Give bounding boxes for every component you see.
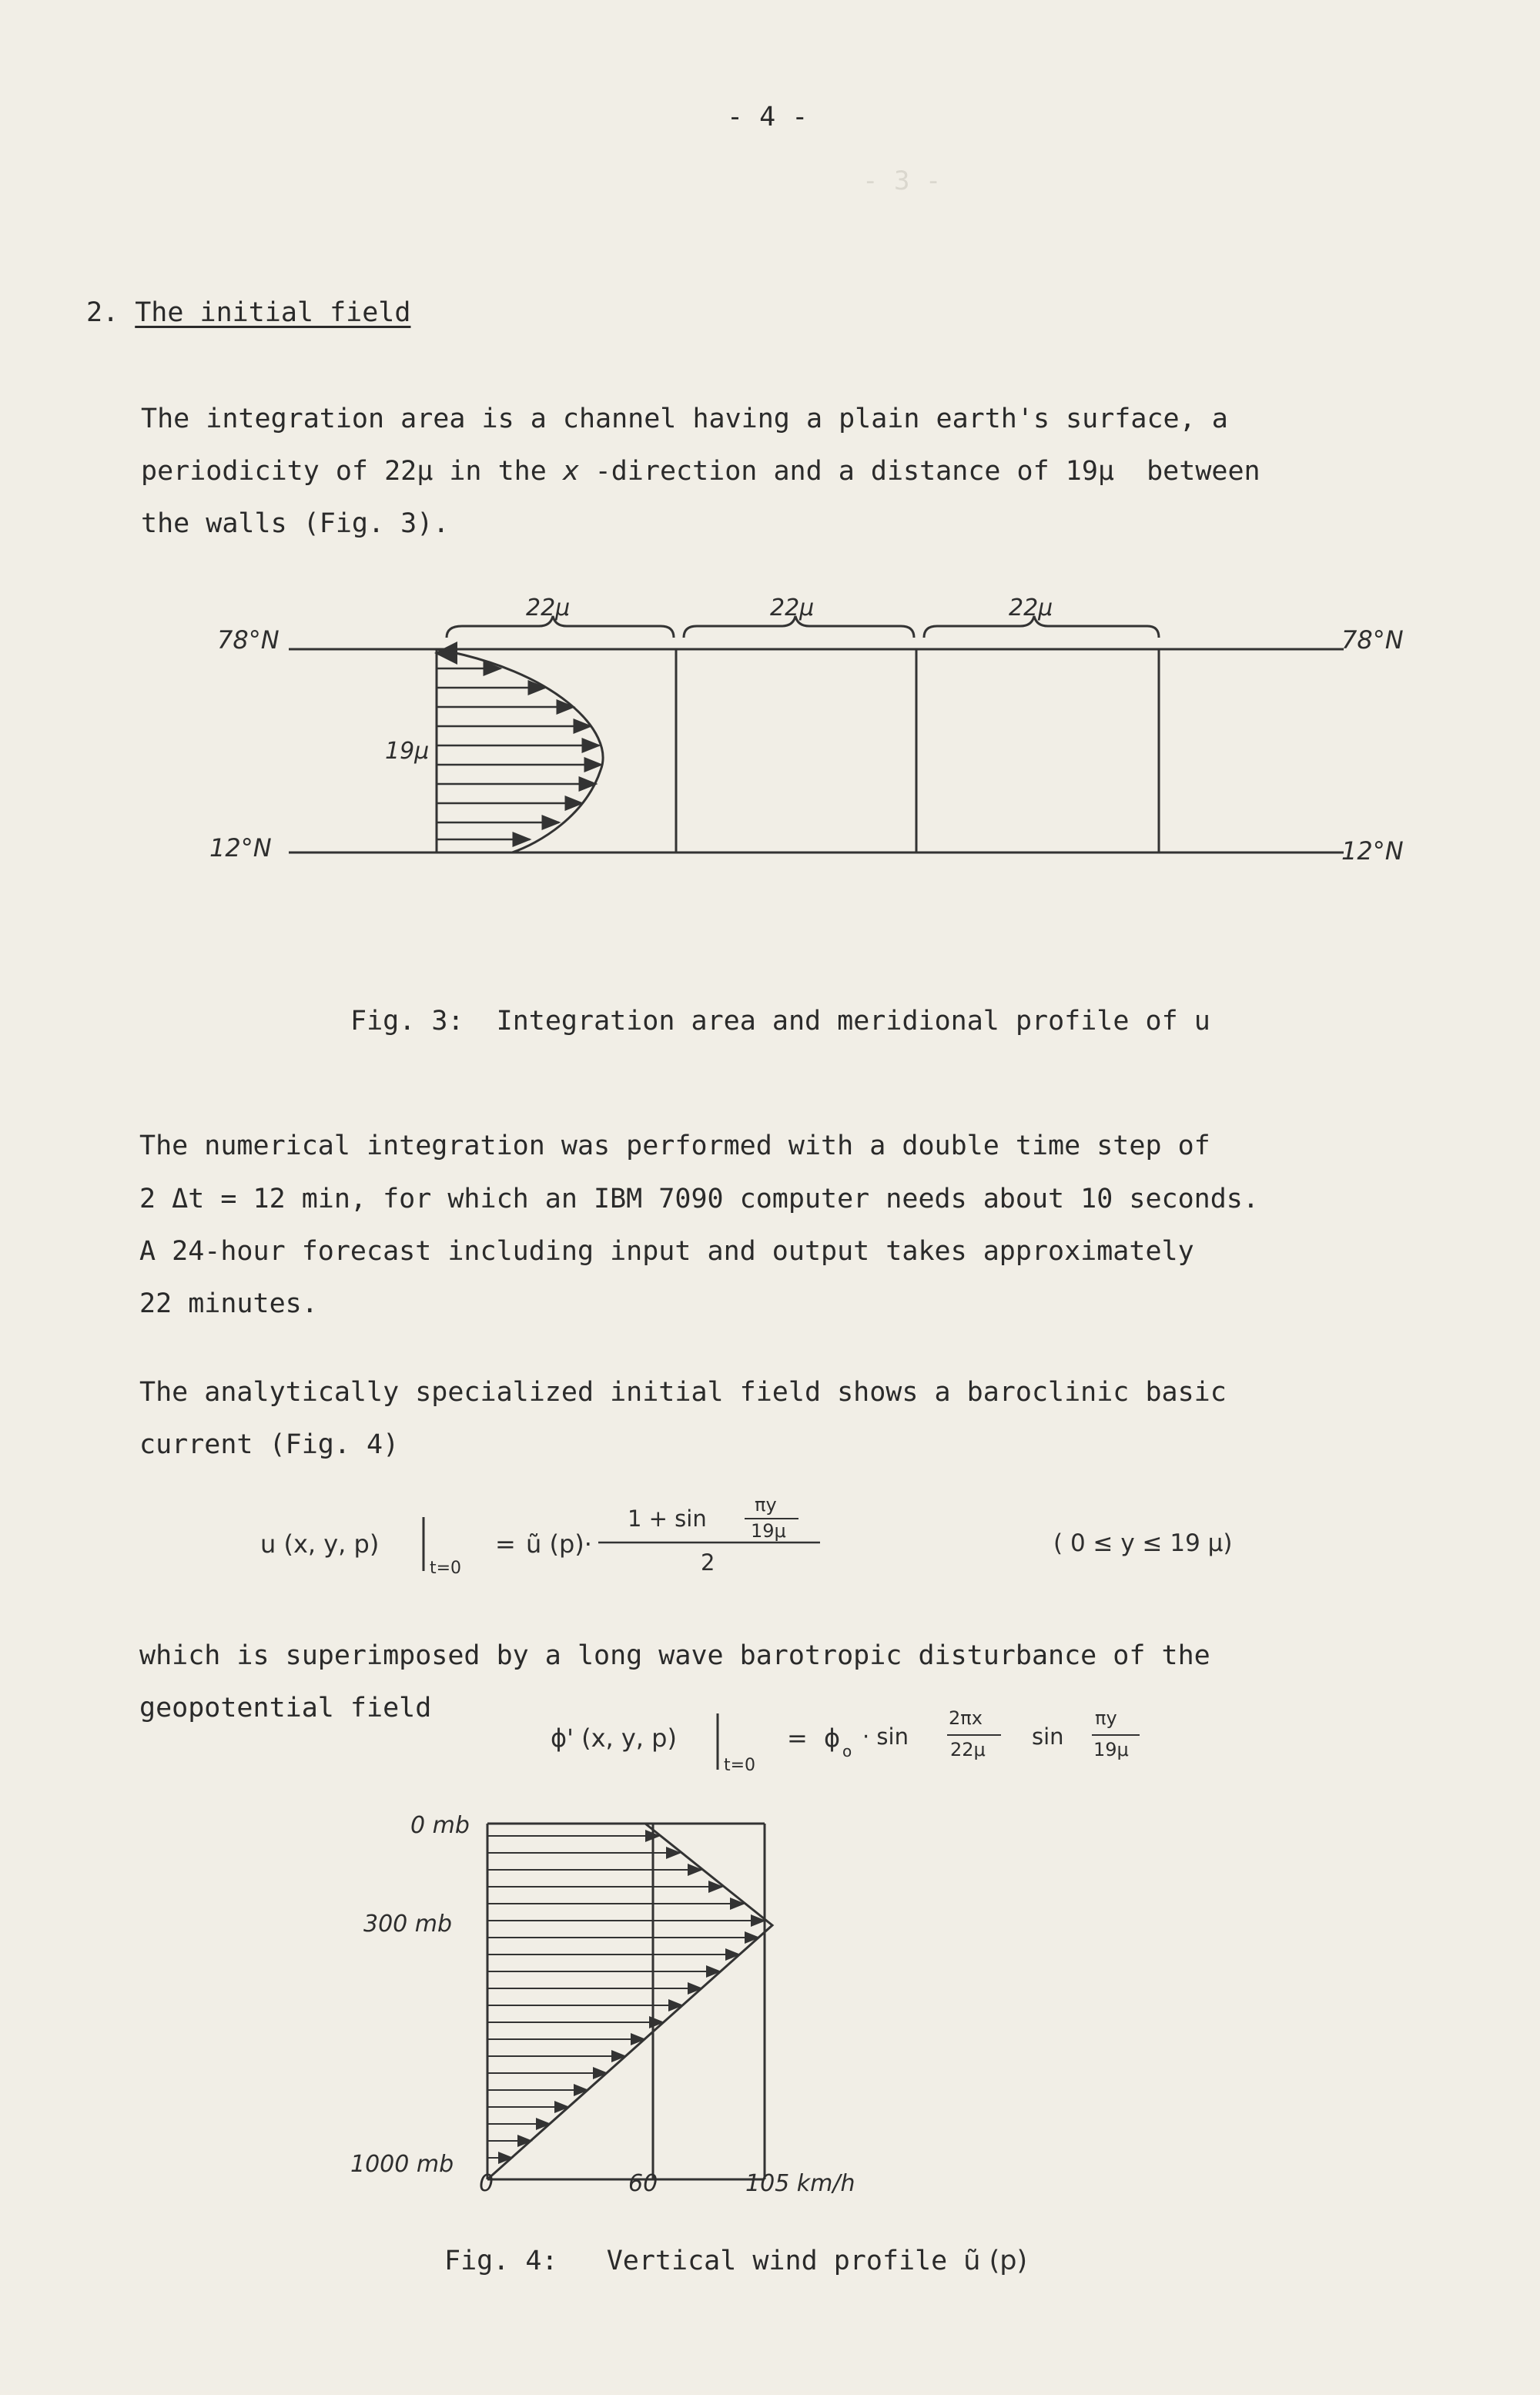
- eq1-denominator: 2: [701, 1549, 715, 1576]
- paragraph-2-line-3: A 24-hour forecast including input and output takes approximately: [139, 1236, 1194, 1267]
- fig3-label-12n-right: 12°N: [1341, 836, 1404, 866]
- fig3-span-label: 22μ: [770, 595, 815, 621]
- eq2-phi: ϕ: [824, 1723, 841, 1753]
- fig4-caption-symbol: ũ (p): [963, 2246, 1028, 2276]
- fig4-label-x105: 105 km/h: [745, 2170, 855, 2197]
- paragraph-2-line-2: 2 Δt = 12 min, for which an IBM 7090 computer needs about 10 seconds.: [139, 1184, 1259, 1214]
- fig3-span-label: 22μ: [1009, 595, 1053, 621]
- eq1-utilde: ũ (p)·: [526, 1529, 592, 1559]
- fig3-height-label: 19μ: [385, 738, 430, 765]
- fig3-label-78n-left: 78°N: [217, 625, 280, 655]
- fig4-label-0mb: 0 mb: [410, 1812, 470, 1839]
- paragraph-3-line-1: The analytically specialized initial field shows a baroclinic basic: [139, 1377, 1227, 1408]
- paragraph-1-line-1: The integration area is a channel having a plain earth's surface, a: [141, 404, 1228, 434]
- eq2-lhs: ϕ' (x, y, p): [551, 1723, 677, 1753]
- eq2-sin1: · sin: [862, 1723, 909, 1750]
- fig3-caption: Fig. 3: Integration area and meridional profile of u: [350, 1006, 1210, 1037]
- paragraph-4-line-2: geopotential field: [139, 1693, 432, 1723]
- paragraph-3-line-2: current (Fig. 4): [139, 1429, 400, 1460]
- fig3-label-12n-left: 12°N: [209, 833, 272, 863]
- eq1-equals: =: [495, 1529, 516, 1559]
- paragraph-4-line-1: which is superimposed by a long wave barotropic disturbance of the: [139, 1640, 1210, 1671]
- eq1-subscript: t=0: [430, 1559, 462, 1578]
- fig4-caption: [444, 2246, 1027, 2276]
- eq2-equals: =: [787, 1723, 808, 1753]
- eq1-lhs: u (x, y, p): [260, 1529, 380, 1559]
- fig4-label-x0: 0: [479, 2170, 494, 2197]
- section-title: The initial field: [135, 297, 411, 328]
- paragraph-2-line-1: The numerical integration was performed with a double time step of: [139, 1131, 1210, 1161]
- eq2-sin2: sin: [1032, 1723, 1064, 1750]
- x-variable: x: [562, 456, 579, 487]
- fig4-profile: [487, 1824, 772, 2179]
- page-number: - 4 -: [727, 102, 808, 132]
- eq1-numerator: 1 + sin: [628, 1506, 707, 1532]
- fig3-label-78n-right: 78°N: [1341, 625, 1404, 655]
- eq1-frac-num: πy: [755, 1494, 777, 1516]
- paragraph-1-line-3: the walls (Fig. 3).: [141, 508, 450, 539]
- fig4-label-300mb: 300 mb: [363, 1911, 453, 1938]
- eq2-phi-sub: o: [842, 1742, 852, 1760]
- text-segment: periodicity of 22μ in the: [141, 456, 563, 487]
- eq2-frac1-den: 22μ: [950, 1739, 986, 1760]
- section-number: 2.: [86, 297, 119, 328]
- fig4-caption-text: Fig. 4: Vertical wind profile: [444, 2246, 964, 2276]
- eq2-frac2-num: πy: [1095, 1707, 1117, 1729]
- eq1-frac-den: 19μ: [751, 1520, 786, 1542]
- eq2-frac2-den: 19μ: [1093, 1739, 1129, 1760]
- fig4-label-x60: 60: [628, 2170, 658, 2197]
- fig3-span-label: 22μ: [526, 595, 571, 621]
- eq2-subscript: t=0: [724, 1756, 756, 1775]
- bleed-through: - 3 -: [862, 166, 942, 196]
- eq2-frac1-num: 2πx: [949, 1707, 983, 1729]
- fig4-label-1000mb: 1000 mb: [350, 2151, 454, 2178]
- paragraph-2-line-4: 22 minutes.: [139, 1288, 318, 1319]
- eq1-condition: ( 0 ≤ y ≤ 19 μ): [1053, 1529, 1233, 1557]
- text-segment: -direction and a distance of 19μ between: [578, 456, 1260, 487]
